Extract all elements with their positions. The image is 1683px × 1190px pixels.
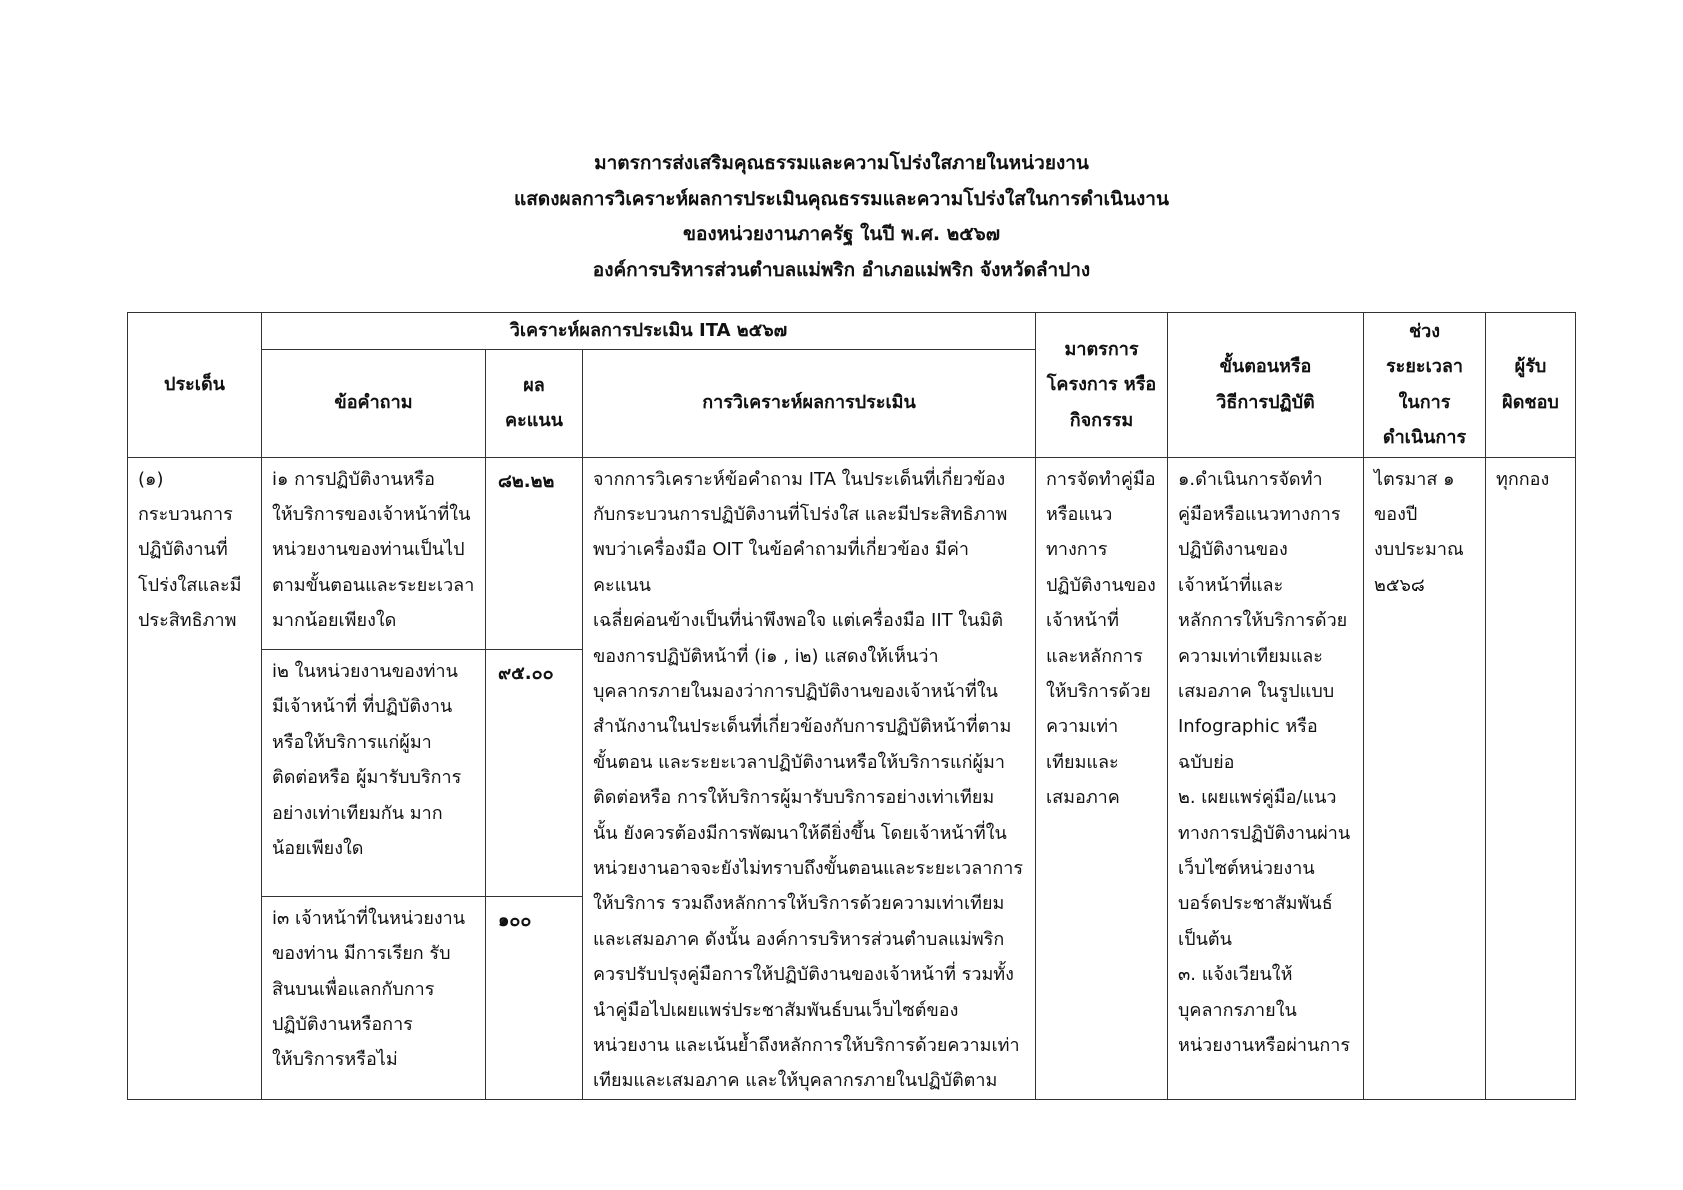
- header-score: ผล คะแนน: [486, 349, 583, 457]
- procedure-cell: ๑.ดำเนินการจัดทำ คู่มือหรือแนวทางการ ปฏิบัติงานของ เจ้าหน้าที่และ หลักการให้บริการด้วย ความเท่าเทียมและ เสมอภาค ในรูปแบบ Infographic หรือ ฉบับย่อ ๒. เผยแพร่คู่มือ/แนว ทางการปฏิบัติงานผ่าน เว็บไซต์หน่วยงาน บอร์ดประชาสัมพันธ์ เป็นต้น ๓. แจ้งเวียนให้ บุคลากรภายใน หน่วยงานหรือผ่านการ: [1168, 457, 1364, 1099]
- title-line-3: ของหน่วยงานภาครัฐ ในปี พ.ศ. ๒๕๖๗: [683, 223, 1000, 245]
- score-i3: ๑๐๐: [486, 896, 583, 1099]
- issue-cell: (๑) กระบวนการ ปฏิบัติงานที่ โปร่งใสและมี ประสิทธิภาพ: [128, 457, 262, 1099]
- header-ita-group: วิเคราะห์ผลการประเมิน ITA ๒๕๖๗: [262, 313, 1036, 350]
- period-cell: ไตรมาส ๑ ของปี งบประมาณ ๒๕๖๘: [1364, 457, 1486, 1099]
- header-responsible: ผู้รับ ผิดชอบ: [1486, 313, 1576, 458]
- question-i1: i๑ การปฏิบัติงานหรือ ให้บริการของเจ้าหน้าที่ใน หน่วยงานของท่านเป็นไป ตามขั้นตอนและระยะเวลา มากน้อยเพียงใด: [262, 457, 486, 649]
- analysis-cell: จากการวิเคราะห์ข้อคำถาม ITA ในประเด็นที่เกี่ยวข้อง กับกระบวนการปฏิบัติงานที่โปร่งใส และมีประสิทธิภาพ พบว่าเครื่องมือ OIT ในข้อคำถามที่เกี่ยวข้อง มีค่าคะแนน เฉลี่ยค่อนข้างเป็นที่น่าพึงพอใจ แต่เครื่องมือ IIT ในมิติ ของการปฏิบัติหน้าที่ (i๑ , i๒) แสดงให้เห็นว่า บุคลากรภายในมองว่าการปฏิบัติงานของเจ้าหน้าที่ใน สำนักงานในประเด็นที่เกี่ยวข้องกับการปฏิบัติหน้าที่ตาม ขั้นตอน และระยะเวลาปฏิบัติงานหรือให้บริการแก่ผู้มา ติดต่อหรือ การให้บริการผู้มารับบริการอย่างเท่าเทียม นั้น ยังควรต้องมีการพัฒนาให้ดียิ่งขึ้น โดยเจ้าหน้าที่ใน หน่วยงานอาจจะยังไม่ทราบถึงขั้นตอนและระยะเวลาการ ให้บริการ รวมถึงหลักการให้บริการด้วยความเท่าเทียม และเสมอภาค ดังนั้น องค์การบริหารส่วนตำบลแม่พริก ควรปรับปรุงคู่มือการให้ปฏิบัติงานของเจ้าหน้าที่ รวมทั้ง นำคู่มือไปเผยแพร่ประชาสัมพันธ์บนเว็บไซต์ของ หน่วยงาน และเน้นย้ำถึงหลักการให้บริการด้วยความเท่า เทียมและเสมอภาค และให้บุคลากรภายในปฏิบัติตาม: [583, 457, 1036, 1099]
- question-i2: i๒ ในหน่วยงานของท่าน มีเจ้าหน้าที่ ที่ปฏิบัติงาน หรือให้บริการแก่ผู้มา ติดต่อหรือ ผู้มารับบริการ อย่างเท่าเทียมกัน มาก น้อยเพียงใด: [262, 649, 486, 896]
- document-title: [0, 146, 1683, 288]
- question-i3: i๓ เจ้าหน้าที่ในหน่วยงาน ของท่าน มีการเรียก รับ สินบนเพื่อแลกกับการ ปฏิบัติงานหรือการ ให้บริการหรือไม่: [262, 896, 486, 1099]
- title-line-4: องค์การบริหารส่วนตำบลแม่พริก อำเภอแม่พริก จังหวัดลำปาง: [592, 258, 1091, 281]
- title-line-1: มาตรการส่งเสริมคุณธรรมและความโปร่งใสภายในหน่วยงาน: [594, 152, 1089, 174]
- header-procedure: ขั้นตอนหรือ วิธีการปฏิบัติ: [1168, 313, 1364, 458]
- header-issue: ประเด็น: [128, 313, 262, 458]
- header-analysis: การวิเคราะห์ผลการประเมิน: [583, 349, 1036, 457]
- header-period: ช่วง ระยะเวลา ในการ ดำเนินการ: [1364, 313, 1486, 458]
- header-measure: มาตรการ โครงการ หรือ กิจกรรม: [1036, 313, 1168, 458]
- title-line-2: แสดงผลการวิเคราะห์ผลการประเมินคุณธรรมและความโปร่งใสในการดำเนินงาน: [514, 187, 1169, 210]
- measure-cell: การจัดทำคู่มือ หรือแนว ทางการ ปฏิบัติงานของ เจ้าหน้าที่ และหลักการ ให้บริการด้วย ความเท่า เทียมและ เสมอภาค: [1036, 457, 1168, 1099]
- header-question: ข้อคำถาม: [262, 349, 486, 457]
- ita-analysis-table: [127, 312, 1576, 1100]
- score-i2: ๙๕.๐๐: [486, 649, 583, 896]
- responsible-cell: ทุกกอง: [1486, 457, 1576, 1099]
- score-i1: ๘๒.๒๒: [486, 457, 583, 649]
